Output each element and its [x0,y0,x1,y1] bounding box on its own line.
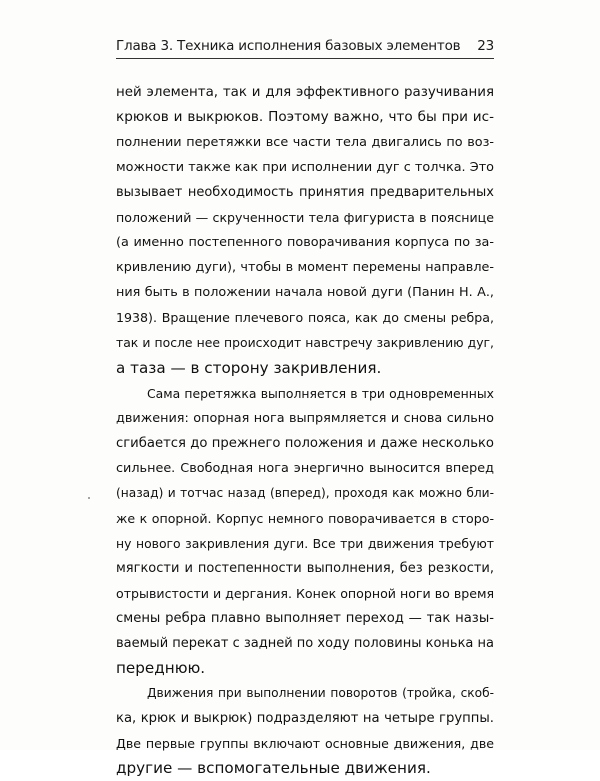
text-line: ваемый перекат с задней по ходу половины конька на [116,636,494,652]
running-header [116,34,494,58]
text-line: мягкости и постепенности выполнения, без резкости, [116,560,494,576]
header-rule [116,58,494,59]
text-line: ну нового закривления дуги. Все три движения требуют [116,535,494,551]
text-line: смены ребра плавно выполняет переход — так назы- [116,610,494,626]
text-line: ка, крюк и выкрюк) подразделяют на четыре группы. [116,711,494,727]
text-line: же к опорной. Корпус немного поворачивается в сторо- [116,510,494,526]
text-line: переднюю. [116,659,206,678]
text-line: вызывает необходимость принятия предварительных [116,185,494,201]
text-line: а таза — в сторону закривления. [116,358,382,377]
text-line: 1938). Вращение плечевого пояса, как до смены ребра, [116,310,494,326]
text-line: крюков и выкрюков. Поэтому важно, что бы при ис- [116,109,494,126]
text-line: сильнее. Свободная нога энергично выносится вперед [116,460,494,476]
text-line: движения: опорная нога выпрямляется и снова сильно [116,410,494,426]
text-line: так и после нее происходит навстречу закривлению дуг, [116,335,494,351]
text-line: кривлению дуги), чтобы в момент перемены направле- [116,260,494,276]
text-line: ния быть в положении начала новой дуги (Панин Н. А., [116,285,494,301]
text-line: полнении перетяжки все части тела двигались по воз- [116,135,494,151]
text-line: можности также как при исполнении дуг с толчка. Это [116,160,494,176]
text-line: Две первые группы включают основные движения, две [116,736,494,752]
paper-speck [88,497,90,499]
chapter-title: Глава 3. Техника исполнения базовых элементов [116,38,461,54]
text-line: другие — вспомогательные движения. [116,759,431,778]
text-line: (назад) и тотчас назад (вперед), проходя как можно бли- [116,485,494,500]
text-line: положений — скрученности тела фигуриста в пояснице [116,210,494,226]
text-line: Сама перетяжка выполняется в три одновременных [147,385,494,401]
text-line: отрывистости и дергания. Конек опорной ноги во время [116,585,494,601]
page-number: 23 [477,38,494,54]
text-line: Движения при выполнении поворотов (тройка, скоб- [147,686,494,701]
text-line: сгибается до прежнего положения и даже несколько [116,435,494,451]
body-text [116,80,494,781]
text-line: ней элемента, так и для эффективного разучивания [116,85,494,100]
text-line: (а именно постепенного поворачивания корпуса по за- [116,235,494,251]
